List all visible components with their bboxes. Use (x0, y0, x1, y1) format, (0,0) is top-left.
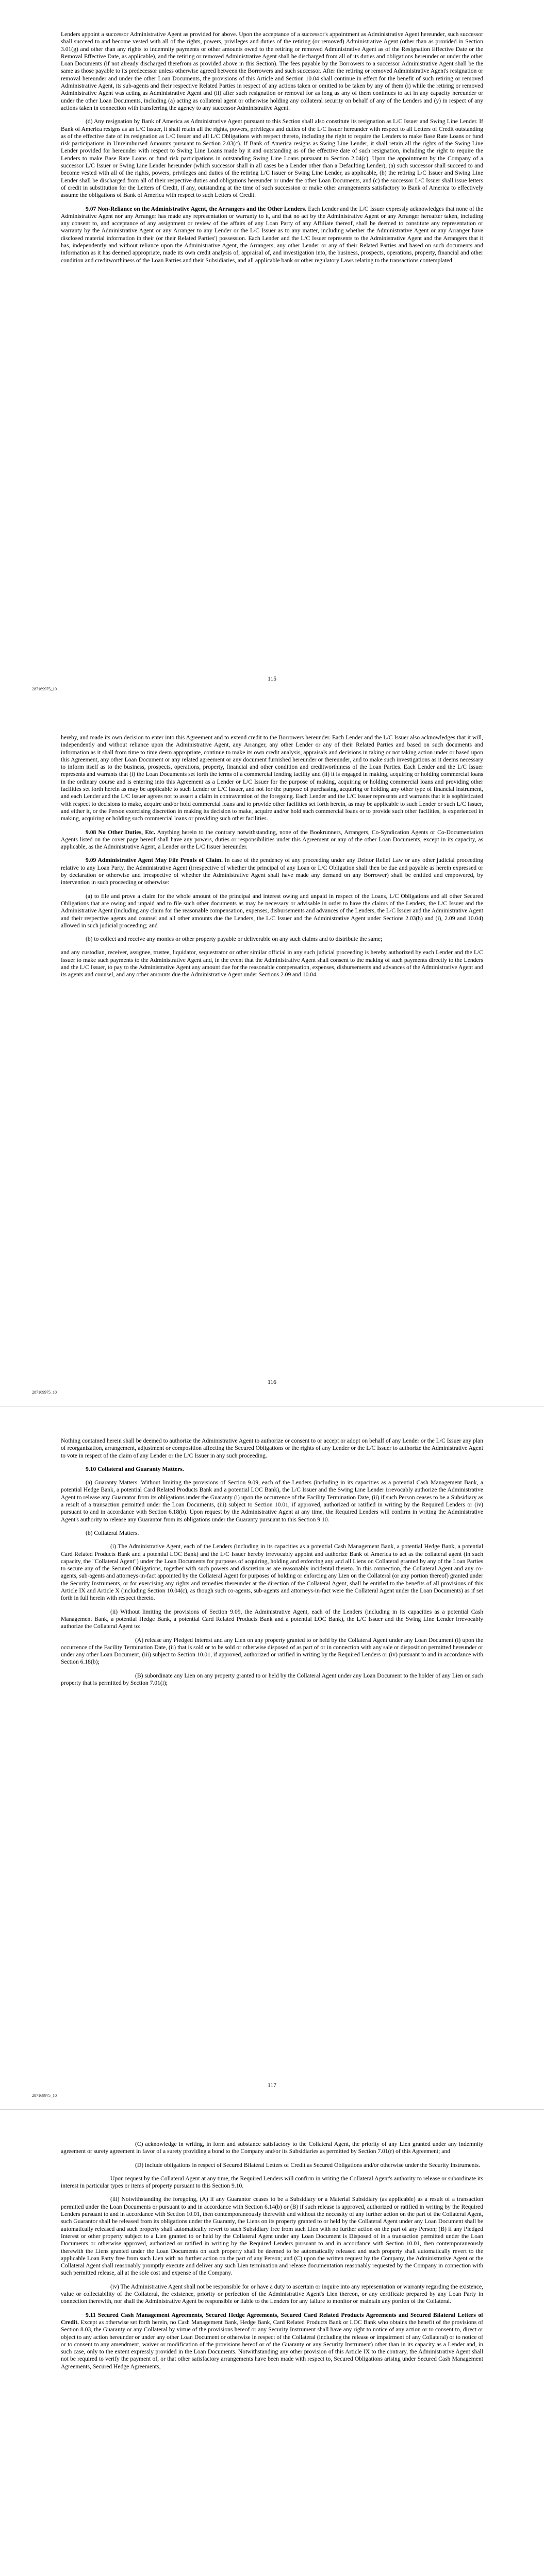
page-body (61, 734, 483, 985)
paragraph: Lenders appoint a successor Administrative Agent as provided for above. Upon the acceptance of a successor's appointment as Administrative Agent hereunder, such successor shall succeed to and become vested with all of the rights, powers, privileges and duties of the retiring (or removed) Administrative Agent (other than as provided in Section 3.01(g) and other than any rights to indemnity payments or other amounts owed to the retiring or removed Administrative Agent as of the Resignation Effective Date or the Removal Effective Date, as applicable), and the retiring or removed Administrative Agent shall be discharged from all of its duties and obligations hereunder or under the other Loan Documents (if not already discharged therefrom as provided above in this Section). The fees payable by the Borrowers to a successor Administrative Agent shall be the same as those payable to its predecessor unless otherwise agreed between the Borrowers and such successor. After the retiring or removed Administrative Agent's resignation or removal hereunder and under the other Loan Documents, the provisions of this Article and Section 10.04 shall continue in effect for the benefit of such retiring or removed Administrative Agent, its sub-agents and their respective Related Parties in respect of any actions taken or omitted to be taken by any of them (i) while the retiring or removed Administrative Agent was acting as Administrative Agent and (ii) after such resignation or removal for as long as any of them continues to act in any capacity hereunder or under the other Loan Documents, including (a) acting as collateral agent or otherwise holding any collateral security on behalf of any of the Lenders and (y) in respect of any actions taken in connection with transferring the agency to any successor Administrative Agent. (61, 31, 483, 111)
paragraph: (C) acknowledge in writing, in form and substance satisfactory to the Collateral Agent, the priority of any Lien granted under any indemnity agreement or surety agreement in favor of a surety providing a bond to the Company and/or its Subsidiaries as permitted by Section 7.01(r) of this Agreement; and (61, 2141, 483, 2155)
paragraph (61, 857, 483, 886)
page-number: 117 (268, 2082, 276, 2089)
document-id: 287169975_10 (32, 1390, 57, 1395)
document-page (0, 2110, 544, 2576)
paragraph: (d) Any resignation by Bank of America as Administrative Agent pursuant to this Section shall also constitute its resignation as L/C Issuer and Swing Line Lender. If Bank of America resigns as an L/C Issuer, it shall retain all the rights, powers, privileges and duties of the L/C Issuer hereunder with respect to all Letters of Credit outstanding as of the effective date of its resignation as L/C Issuer and all L/C Obligations with respect thereto, including the right to require the Lenders to make Base Rate Loans or fund risk participations in Unreimbursed Amounts pursuant to Section 2.03(c). If Bank of America resigns as Swing Line Lender, it shall retain all the rights of the Swing Line Lender provided for hereunder with respect to Swing Line Loans made by it and outstanding as of the effective date of such resignation, including the right to require the Lenders to make Base Rate Loans or fund risk participations in outstanding Swing Line Loans pursuant to Section 2.04(c). Upon the appointment by the Company of a successor L/C Issuer or Swing Line Lender hereunder (which successor shall in all cases be a Lender other than a Defaulting Lender), (a) such successor shall succeed to and become vested with all of the rights, powers, privileges and duties of the retiring L/C Issuer or Swing Line Lender, as applicable, (b) the retiring L/C Issuer and Swing Line Lender shall be discharged from all of their respective duties and obligations hereunder or under the other Loan Documents, and (c) the successor L/C Issuer shall issue letters of credit in substitution for the Letters of Credit, if any, outstanding at the time of such succession or make other arrangements satisfactory to Bank of America to effectively assume the obligations of Bank of America with respect to such Letters of Credit. (61, 118, 483, 199)
page-number: 116 (268, 1379, 276, 1385)
paragraph: and any custodian, receiver, assignee, trustee, liquidator, sequestrator or other similar official in any such judicial proceeding is hereby authorized by each Lender and the L/C Issuer to make such payments to the Administrative Agent and, in the event that the Administrative Agent shall consent to the making of such payments directly to the Lenders and the L/C Issuer, to pay to the Administrative Agent any amount due for the reasonable compensation, expenses, disbursements and advances of the Administrative Agent and its agents and counsel, and any other amounts due the Administrative Agent under Sections 2.09 and 10.04. (61, 949, 483, 978)
document-page (0, 0, 544, 703)
paragraph: (iii) Notwithstanding the foregoing, (A) if any Guarantor ceases to be a Subsidiary or a Material Subsidiary (as applicable) as a result of a transaction permitted under the Loan Documents or pursuant to and in accordance with Section 6.14(b) or (B) if such release is approved, authorized or ratified in writing by the Required Lenders pursuant to and in accordance with Section 10.01, then contemporaneously therewith and without the necessity of any further action on the part of the Collateral Agent, such Guarantor shall be released from its obligations under the Guaranty, the Liens on its property granted to or held by the Collateral Agent under any Loan Document shall be automatically released and such property shall automatically revert to such Subsidiary free from such Lien with no further action on the part of any Person; (B) if any Pledged Interest or other property subject to a Lien granted to or held by the Collateral Agent under any Loan Document is Disposed of in a transaction permitted under the Loan Documents or otherwise approved, authorized or ratified in writing by the Required Lenders pursuant to and in accordance with Section 10.01, then contemporaneously therewith the Liens granted under the Loan Documents on such property shall be deemed to be automatically released and such property shall automatically revert to the applicable Loan Party free from such Lien with no further action on the part of any Person; and (C) upon the written request by the Company, the Administrative Agent or the Collateral Agent shall reasonably promptly execute and deliver any such Lien termination and release documentation reasonably requested by the Company in connection with such permitted release, all at the sole cost and expense of the Company. (61, 2196, 483, 2277)
section-text: Anything herein to the contrary notwithstanding, none of the Bookrunners, Arrangers, Co-Syndication Agents or Co-Documentation Agents listed on the cover page hereof shall have any powers, duties or responsibilities under this Agreement or any of the other Loan Documents, except in its capacity, as applicable, as the Administrative Agent, a Lender or the L/C Issuer hereunder. (61, 828, 483, 851)
paragraph: (ii) Without limiting the provisions of Section 9.09, the Administrative Agent, each of the Lenders (including in its capacities as a potential Cash Management Bank, a potential Hedge Bank, a potential Card Related Products Bank and a potential LOC Bank), the L/C Issuer and the Swing Line Lender irrevocably authorize the Collateral Agent to: (61, 1608, 483, 1630)
section-heading: 9.10 Collateral and Guaranty Matters. (86, 1465, 184, 1472)
section-text: Each Lender and the L/C Issuer expressly acknowledges that none of the Administrative Agent nor any Arranger has made any representation or warranty to it, and that no act by the Administrative Agent or any Arranger hereafter taken, including any consent to, and acceptance of any assignment or review of the affairs of any Loan Party of any Affiliate thereof, shall be deemed to constitute any representation or warranty by the Administrative Agent or any Arranger to any Lender or the L/C Issuer as to any matter, including whether the Administrative Agent or any Arranger have disclosed material information in their (or their Related Parties') possession. Each Lender and the L/C Issuer represents to the Administrative Agent and the Arrangers that it has, independently and without reliance upon the Administrative Agent, the Arrangers, any other Lender or any of their Related Parties and based on such documents and information as it has deemed appropriate, made its own credit analysis of, appraisal of, and investigation into, the business, prospects, operations, property, financial and other condition and creditworthiness of the Loan Parties and their Subsidiaries, and all applicable bank or other regulatory Laws relating to the transactions contemplated (61, 205, 483, 264)
paragraph: (B) subordinate any Lien on any property granted to or held by the Collateral Agent under any Loan Document to the holder of any Lien on such property that is permitted by Section 7.01(i); (61, 1672, 483, 1687)
paragraph: (b) to collect and receive any monies or other property payable or deliverable on any such claims and to distribute the same; (86, 936, 383, 943)
paragraph (61, 1466, 483, 1473)
page-number: 115 (268, 675, 276, 682)
page-body (61, 2141, 483, 2377)
paragraph: (a) Guaranty Matters. Without limiting the provisions of Section 9.09, each of the Lenders (including in its capacities as a potential Cash Management Bank, a potential Hedge Bank, a potential Card Related Products Bank and a potential LOC Bank), the L/C Issuer and the Swing Line Lender irrevocably authorize the Administrative Agent to release any Guarantor from its obligations under the Guaranty (i) upon the occurrence of the Facility Termination Date, (ii) if such Person ceases to be a Subsidiary as a result of a transaction permitted under the Loan Documents, (iii) subject to Section 10.01, if approved, authorized or ratified in writing by the Required Lenders or (iv) pursuant to and in accordance with Section 6.18(b). Upon request by the Administrative Agent at any time, the Required Lenders will confirm in writing the Administrative Agent's authority to release any Guarantor from its obligations under the Guaranty pursuant to this Section 9.10. (61, 1479, 483, 1523)
page-body (61, 31, 483, 270)
section-text: In case of the pendency of any proceeding under any Debtor Relief Law or any other judicial proceeding relative to any Loan Party, the Administrative Agent (irrespective of whether the principal of any Loan or L/C Obligation shall then be due and payable as herein expressed or by declaration or otherwise and irrespective of whether the Administrative Agent shall have made any demand on any Borrower) shall be entitled and empowered, by intervention in such proceeding or otherwise: (61, 857, 483, 886)
paragraph: Upon request by the Collateral Agent at any time, the Required Lenders will confirm in writing the Collateral Agent's authority to release or subordinate its interest in particular types or items of property pursuant to this Section 9.10. (61, 2175, 483, 2190)
document-id: 287169975_10 (32, 2093, 57, 2098)
paragraph: (i) The Administrative Agent, each of the Lenders (including in its capacities as a potential Cash Management Bank, a potential Hedge Bank, a potential Card Related Products Bank and a potential LOC Bank) and the L/C Issuer hereby irrevocably appoint and authorize Bank of America to act as the collateral agent (in such capacity, the "Collateral Agent") under the Loan Documents for purposes of acquiring, holding and enforcing any and all Liens on Collateral granted by any of the Loan Parties to secure any of the Secured Obligations, together with such powers and discretion as are reasonably incidental thereto. In this connection, the Collateral Agent and any co-agents, sub-agents and attorneys-in-fact appointed by the Collateral Agent for purposes of holding or enforcing any Lien on the Collateral (or any portion thereof) granted under the Security Instruments, or for exercising any rights and remedies thereunder at the direction of the Collateral Agent, shall be entitled to the benefits of all provisions of this Article IX and Article X (including Section 10.04(c), as though such co-agents, sub-agents and attorneys-in-fact were the Collateral Agent under the Loan Documents) as if set forth in full herein with respect thereto. (61, 1543, 483, 1602)
page-body (61, 1437, 483, 1693)
section-text: Except as otherwise set forth herein, no Cash Management Bank, Hedge Bank, Card Related Products Bank or LOC Bank who obtains the benefit of the provisions of Section 8.03, the Guaranty or any Collateral by virtue of the provisions hereof or any Security Instrument shall have any right to notice of any action or to consent to, direct or object to any action hereunder or under any other Loan Document or otherwise in respect of the Collateral (including the release or impairment of any Collateral) or to notice of or to consent to any amendment, waiver or modification of the provisions hereof or of the Guaranty or any Security Instrument) other than in its capacity as a Lender and, in such case, only to the extent expressly provided in the Loan Documents. Notwithstanding any other provision of this Article IX to the contrary, the Administrative Agent shall not be required to verify the payment of, or that other satisfactory arrangements have been made with respect to, Secured Obligations arising under Secured Cash Management Agreements, Secured Hedge Agreements, (61, 2318, 483, 2370)
paragraph: hereby, and made its own decision to enter into this Agreement and to extend credit to the Borrowers hereunder. Each Lender and the L/C Issuer also acknowledges that it will, independently and without reliance upon the Administrative Agent, any Arranger, any other Lender or any of their Related Parties and based on such documents and information as it shall from time to time deem appropriate, continue to make its own credit analysis, appraisals and decisions in taking or not taking action under or based upon this Agreement, any other Loan Document or any related agreement or any document furnished hereunder or thereunder, and to make such investigations as it deems necessary to inform itself as to the business, prospects, operations, property, financial and other condition and creditworthiness of the Loan Parties. Each Lender and the L/C Issuer represents and warrants that (i) the Loan Documents set forth the terms of a commercial lending facility and (ii) it is engaged in making, acquiring or holding commercial loans in the ordinary course and is entering into this Agreement as a Lender or L/C Issuer for the purpose of making, acquiring or holding commercial loans and providing other facilities set forth herein as may be applicable to such Lender or L/C Issuer, and not for the purpose of purchasing, acquiring or holding any other type of financial instrument, and each Lender and the L/C Issuer agrees not to assert a claim in contravention of the foregoing. Each Lender and the L/C Issuer represents and warrants that it is sophisticated with respect to decisions to make, acquire and/or hold commercial loans and to provide other facilities set forth herein, as may be applicable to such Lender or such L/C Issuer, and either it, or the Person exercising discretion in making its decision to make, acquire and/or hold such commercial loans or to provide such other facilities, is experienced in making, acquiring or holding such commercial loans or providing such other facilities. (61, 734, 483, 822)
document-page (0, 703, 544, 1406)
paragraph: (A) release any Pledged Interest and any Lien on any property granted to or held by the Collateral Agent under any Loan Document (i) upon the occurrence of the Facility Termination Date, (ii) that is sold or to be sold or otherwise disposed of as part of or in connection with any sale or disposition permitted hereunder or under any other Loan Document, (iii) subject to Section 10.01, if approved, authorized or ratified in writing by the Required Lenders or (iv) pursuant to and in accordance with Section 6.18(b); (61, 1636, 483, 1666)
paragraph: Nothing contained herein shall be deemed to authorize the Administrative Agent to authorize or consent to or accept or adopt on behalf of any Lender or the L/C Issuer any plan of reorganization, arrangement, adjustment or composition affecting the Secured Obligations or the rights of any Lender or the L/C Issuer to authorize the Administrative Agent to vote in respect of the claim of any Lender or the L/C Issuer in any such proceeding. (61, 1437, 483, 1459)
paragraph (61, 829, 483, 851)
section-heading: 9.08 No Other Duties, Etc. (86, 828, 155, 836)
paragraph: (a) to file and prove a claim for the whole amount of the principal and interest owing and unpaid in respect of the Loans, L/C Obligations and all other Secured Obligations that are owing and unpaid and to file such other documents as may be necessary or advisable in order to have the claims of the Lenders, the L/C Issuer and the Administrative Agent (including any claim for the reasonable compensation, expenses, disbursements and advances of the Lenders, the L/C Issuer and the Administrative Agent and their respective agents and counsel and all other amounts due the Lenders, the L/C Issuer and the Administrative Agent under Sections 2.03(h) and (i), 2.09 and 10.04) allowed in such judicial proceeding; and (61, 892, 483, 929)
section-heading: 9.11 Secured Cash Management Agreements, Secured Hedge Agreements, Secured Card Related Products Agreements and Secured Bilateral Letters of Credit. (61, 2311, 483, 2326)
section-heading: 9.09 Administrative Agent May File Proofs of Claim. (86, 857, 223, 864)
paragraph: (b) Collateral Matters. (86, 1529, 139, 1536)
paragraph: (D) include obligations in respect of Secured Bilateral Letters of Credit as Secured Obligations and/or otherwise under the Security Instruments. (135, 2161, 481, 2168)
paragraph: (iv) The Administrative Agent shall not be responsible for or have a duty to ascertain or inquire into any representation or warranty regarding the existence, value or collectability of the Collateral, the existence, priority or perfection of the Administrative Agent's Lien thereon, or any certificate prepared by any Loan Party in connection therewith, nor shall the Administrative Agent be responsible or liable to the Lenders for any failure to monitor or maintain any portion of the Collateral. (61, 2283, 483, 2305)
document-id: 287169975_10 (32, 687, 57, 691)
paragraph (61, 206, 483, 264)
section-heading: 9.07 Non-Reliance on the Administrative Agent, the Arrangers and the Other Lenders. (86, 205, 307, 212)
document-page (0, 1406, 544, 2110)
paragraph (61, 2312, 483, 2370)
